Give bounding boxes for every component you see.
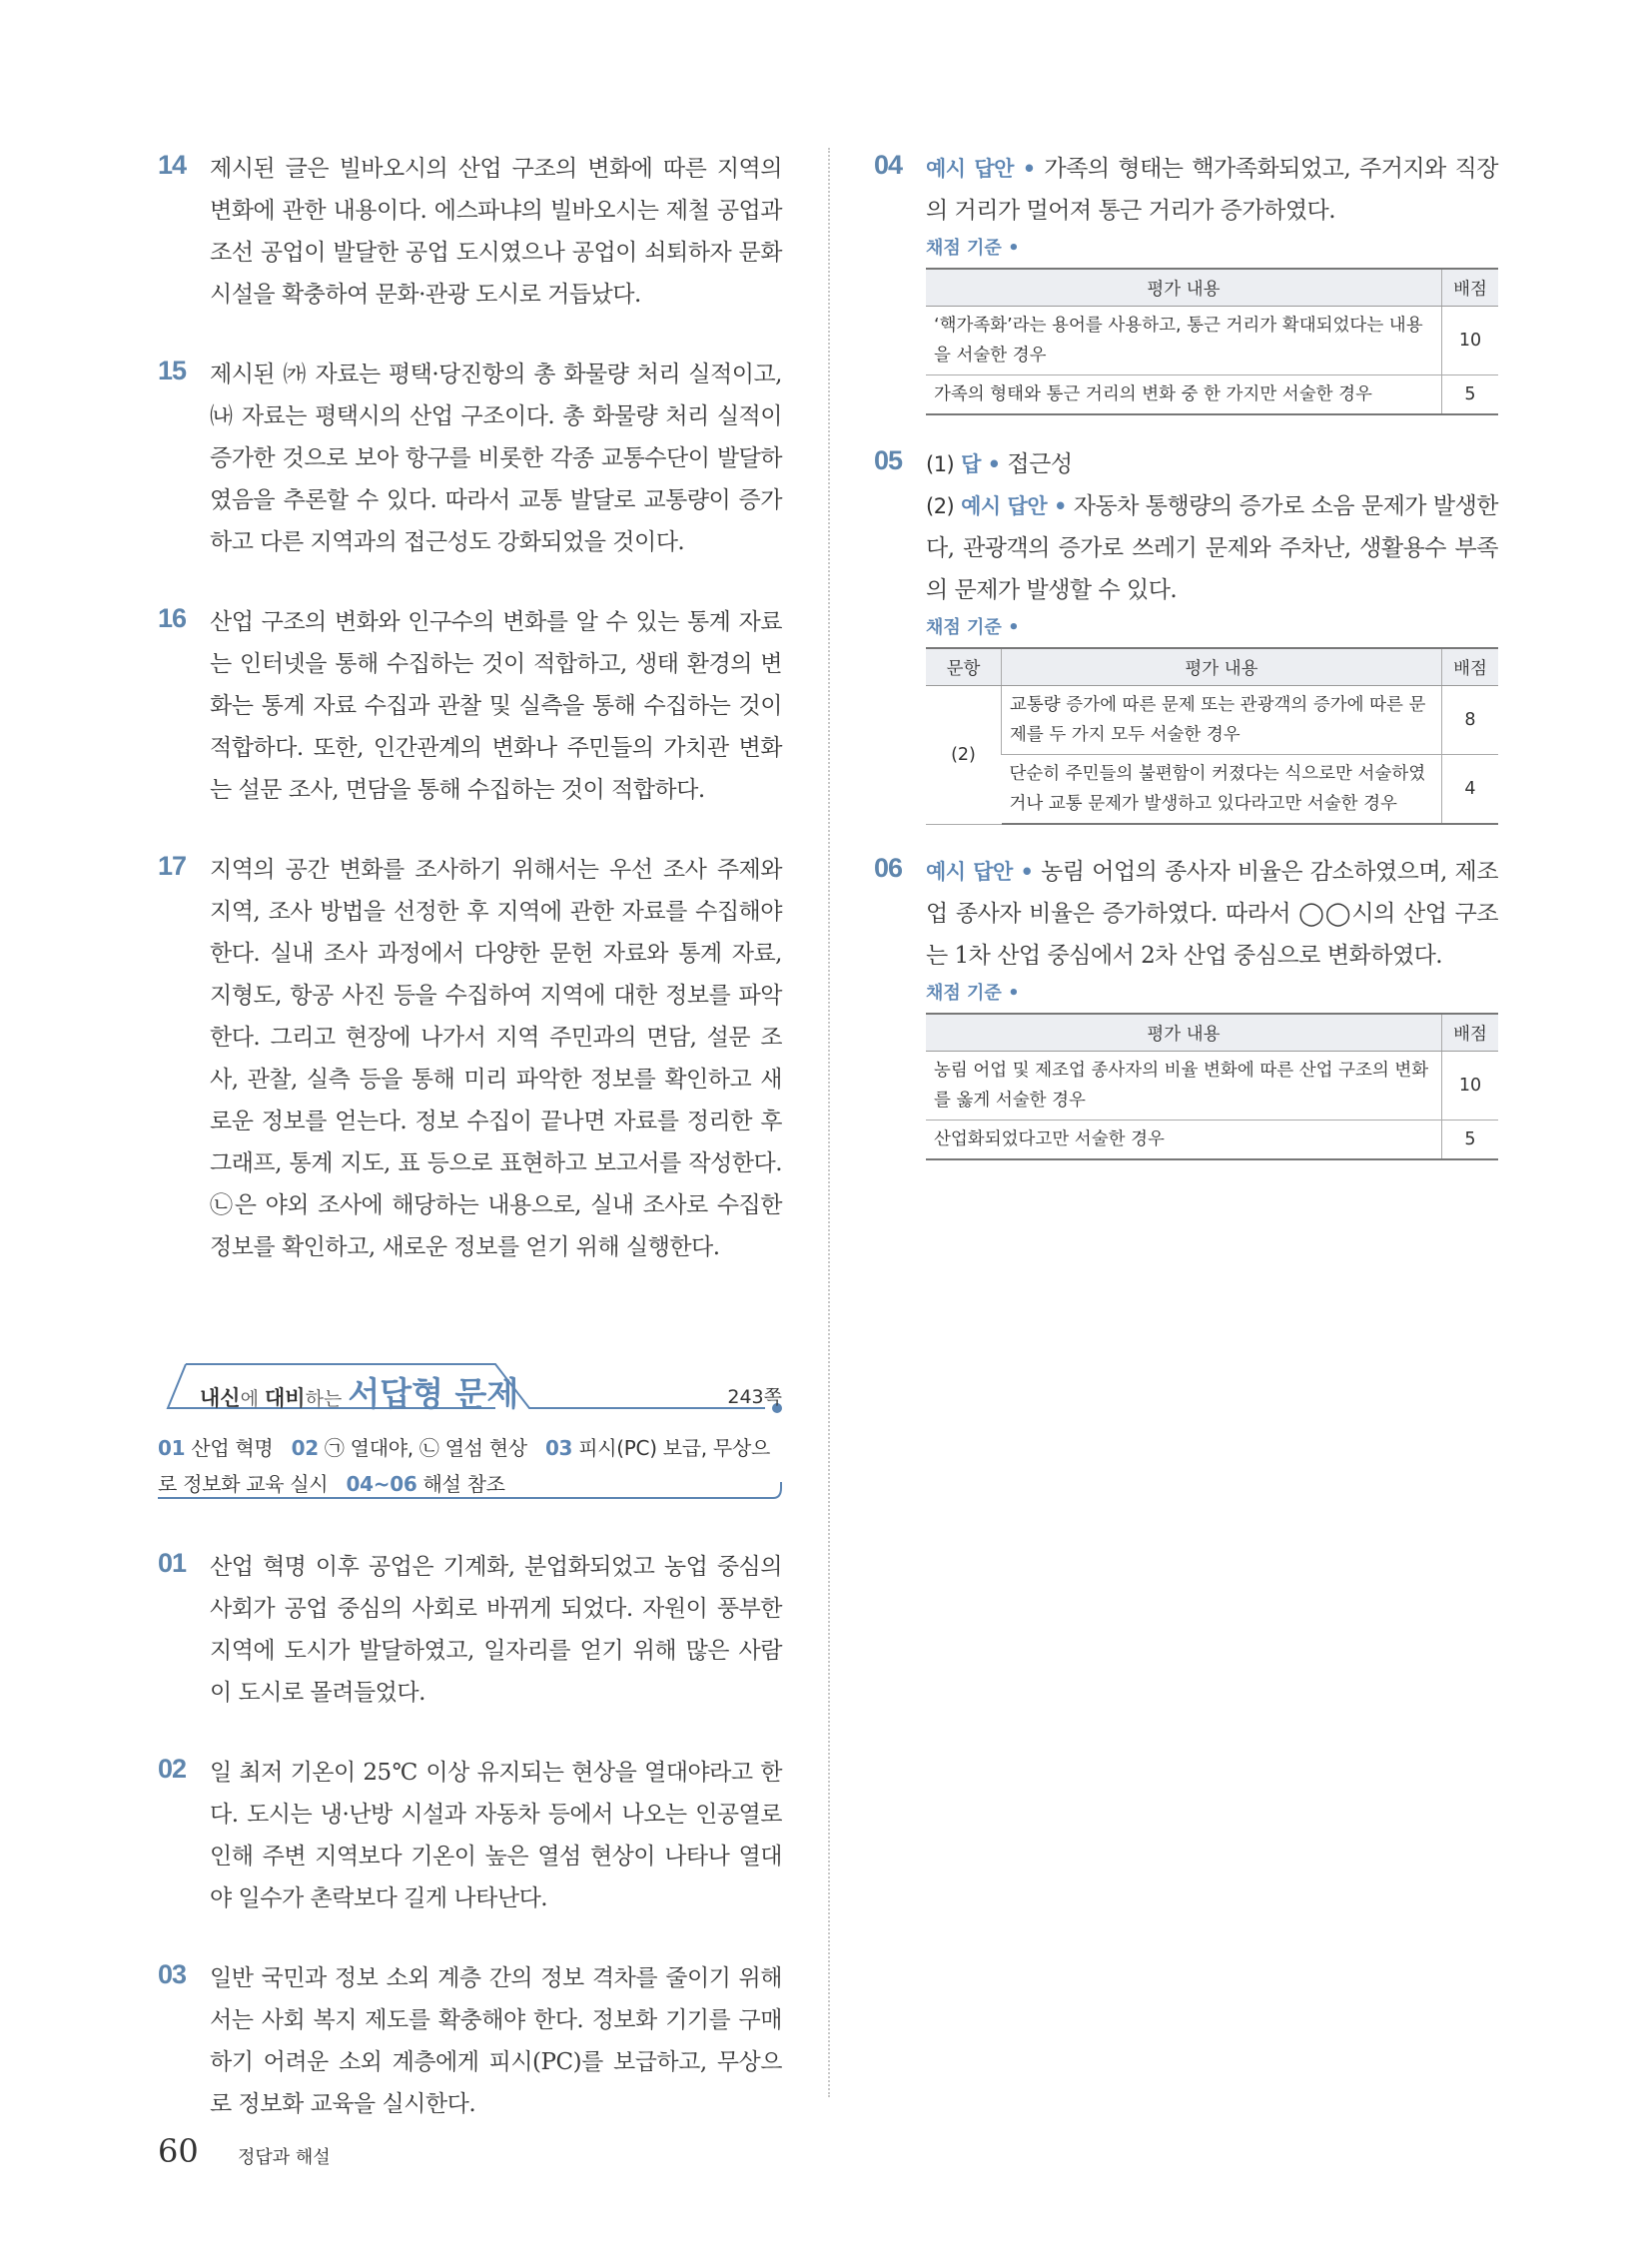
answer-part-1: (1) 답 • 접근성 xyxy=(926,451,1073,477)
answer-part-2: (2) 예시 답안 • 자동차 통행량의 증가로 소음 문제가 발생한다, 관광객의 증가로 쓰레기 문제와 주차난, 생활용수 부족의 문제가 발생할 수 있다. xyxy=(926,493,1499,603)
question-explanation: 산업 구조의 변화와 인구수의 변화를 알 수 있는 통계 자료는 인터넷을 통해 수집하는 것이 적합하고, 생태 환경의 변화는 통계 자료 수집과 관찰 및 실측을 통해 수집하는 것이 적합하다. 또한, 인간관계의 변화나 주민들의 가치관 변화는 설문 조사, 면담을 통해 수집하는 것이 적합하다. xyxy=(210,609,782,803)
short-question-01 xyxy=(158,1546,782,1714)
criteria-label: 채점 기준 • xyxy=(926,983,1020,1004)
page-reference: 243쪽 xyxy=(727,1386,782,1408)
right-column xyxy=(874,148,1498,1198)
answer-text: 예시 답안 • 농림 어업의 종사자 비율은 감소하였으며, 제조업 종사자 비율은 증가하였다. 따라서 ◯◯시의 산업 구조는 1차 산업 중심에서 2차 산업 중심으로 변화하였다. xyxy=(926,859,1498,969)
question-explanation: 일반 국민과 정보 소외 계층 간의 정보 격차를 줄이기 위해서는 사회 복지 제도를 확충해야 한다. 정보화 기기를 구매하기 어려운 소외 계층에게 피시(PC)를 보급하고, 무상으로 정보화 교육을 실시한다. xyxy=(210,1965,782,2117)
question-06 xyxy=(874,851,1498,1160)
criteria-label: 채점 기준 • xyxy=(926,617,1020,638)
page-number: 60 xyxy=(158,2132,199,2170)
question-16 xyxy=(158,601,782,811)
question-number: 02 xyxy=(158,1754,187,1784)
table-header-row: 평가 내용 배점 xyxy=(926,1014,1498,1052)
question-15 xyxy=(158,354,782,563)
table-row: (2) 교통량 증가에 따른 문제 또는 관광객의 증가에 따른 문제를 두 가지 모두 서술한 경우 8 xyxy=(926,686,1498,755)
question-explanation: 지역의 공간 변화를 조사하기 위해서는 우선 조사 주제와 지역, 조사 방법을 선정한 후 지역에 관한 자료를 수집해야 한다. 실내 조사 과정에서 다양한 문헌 자료와 통계 자료, 지형도, 항공 사진 등을 수집하여 지역에 대한 정보를 파악한다. 그리고 현장에 나가서 지역 주민과의 면담, 설문 조사, 관찰, 실측 등을 통해 미리 파악한 정보를 확인하고 새로운 정보를 얻는다. 정보 수집이 끝나면 자료를 정리한 후 그래프, 통계 지도, 표 등으로 표현하고 보고서를 작성한다. ㉡은 야외 조사에 해당하는 내용으로, 실내 조사로 수집한 정보를 확인하고, 새로운 정보를 얻기 위해 실행한다. xyxy=(210,857,782,1260)
question-explanation: 산업 혁명 이후 공업은 기계화, 분업화되었고 농업 중심의 사회가 공업 중심의 사회로 바뀌게 되었다. 자원이 풍부한 지역에 도시가 발달하였고, 일자리를 얻기 위해 많은 사람이 도시로 몰려들었다. xyxy=(210,1554,782,1706)
scoring-table xyxy=(926,647,1498,825)
question-04 xyxy=(874,148,1498,415)
footer-label: 정답과 해설 xyxy=(238,2147,331,2168)
section-header xyxy=(158,1356,782,1516)
table-header-row: 문항 평가 내용 배점 xyxy=(926,648,1498,686)
question-number: 06 xyxy=(874,853,903,883)
answer-text: 예시 답안 • 가족의 형태는 핵가족화되었고, 주거지와 직장의 거리가 멀어져 통근 거리가 증가하였다. xyxy=(926,156,1498,224)
question-explanation: 제시된 ㈎ 자료는 평택·당진항의 총 화물량 처리 실적이고, ㈏ 자료는 평택시의 산업 구조이다. 총 화물량 처리 실적이 증가한 것으로 보아 항구를 비롯한 각종 교통수단이 발달하였음을 추론할 수 있다. 따라서 교통 발달로 교통량이 증가하고 다른 지역과의 접근성도 강화되었을 것이다. xyxy=(210,362,782,555)
short-answer-explanations xyxy=(158,1546,782,2163)
scoring-table xyxy=(926,268,1498,415)
question-number: 05 xyxy=(874,445,903,475)
question-14 xyxy=(158,148,782,316)
question-number: 14 xyxy=(158,150,187,180)
example-answer-tag: 예시 답안 • xyxy=(926,157,1036,181)
table-row: 단순히 주민들의 불편함이 커졌다는 식으로만 서술하였거나 교통 문제가 발생하고 있다라고만 서술한 경우 4 xyxy=(926,755,1498,825)
table-row: 가족의 형태와 통근 거리의 변화 중 한 가지만 서술한 경우 5 xyxy=(926,375,1498,415)
question-number: 16 xyxy=(158,603,187,633)
scoring-table xyxy=(926,1013,1498,1160)
question-number: 04 xyxy=(874,150,903,180)
table-row: 농림 어업 및 제조업 종사자의 비율 변화에 따른 산업 구조의 변화를 옳게 서술한 경우 10 xyxy=(926,1052,1498,1121)
section-title: 내신에 대비하는 서답형 문제 xyxy=(200,1374,519,1413)
question-number: 15 xyxy=(158,356,187,385)
criteria-label: 채점 기준 • xyxy=(926,238,1020,259)
column-divider xyxy=(828,148,830,2097)
table-row: 산업화되었다고만 서술한 경우 5 xyxy=(926,1121,1498,1160)
example-answer-tag: 예시 답안 • xyxy=(926,860,1034,884)
table-header-row: 평가 내용 배점 xyxy=(926,269,1498,307)
question-number: 03 xyxy=(158,1959,187,1989)
question-explanation: 제시된 글은 빌바오시의 산업 구조의 변화에 따른 지역의 변화에 관한 내용이다. 에스파냐의 빌바오시는 제철 공업과 조선 공업이 발달한 공업 도시였으나 공업이 쇠퇴하자 문화 시설을 확충하여 문화·관광 도시로 거듭났다. xyxy=(210,156,782,308)
short-question-03 xyxy=(158,1957,782,2125)
short-question-02 xyxy=(158,1752,782,1919)
short-answer-key: 01 산업 혁명 02 ㉠ 열대야, ㉡ 열섬 현상 03 피시(PC) 보급, 무상으로 정보화 교육 실시 04~06 해설 참조 xyxy=(158,1436,770,1496)
question-number: 17 xyxy=(158,851,187,881)
question-explanation: 일 최저 기온이 25℃ 이상 유지되는 현상을 열대야라고 한다. 도시는 냉·난방 시설과 자동차 등에서 나오는 인공열로 인해 주변 지역보다 기온이 높은 열섬 현상이 나타나 열대야 일수가 촌락보다 길게 나타난다. xyxy=(210,1760,782,1911)
question-17 xyxy=(158,849,782,1268)
question-05 xyxy=(874,443,1498,825)
table-row: ‘핵가족화’라는 용어를 사용하고, 통근 거리가 확대되었다는 내용을 서술한 경우 10 xyxy=(926,307,1498,375)
question-number: 01 xyxy=(158,1548,187,1578)
left-column xyxy=(158,148,782,1306)
